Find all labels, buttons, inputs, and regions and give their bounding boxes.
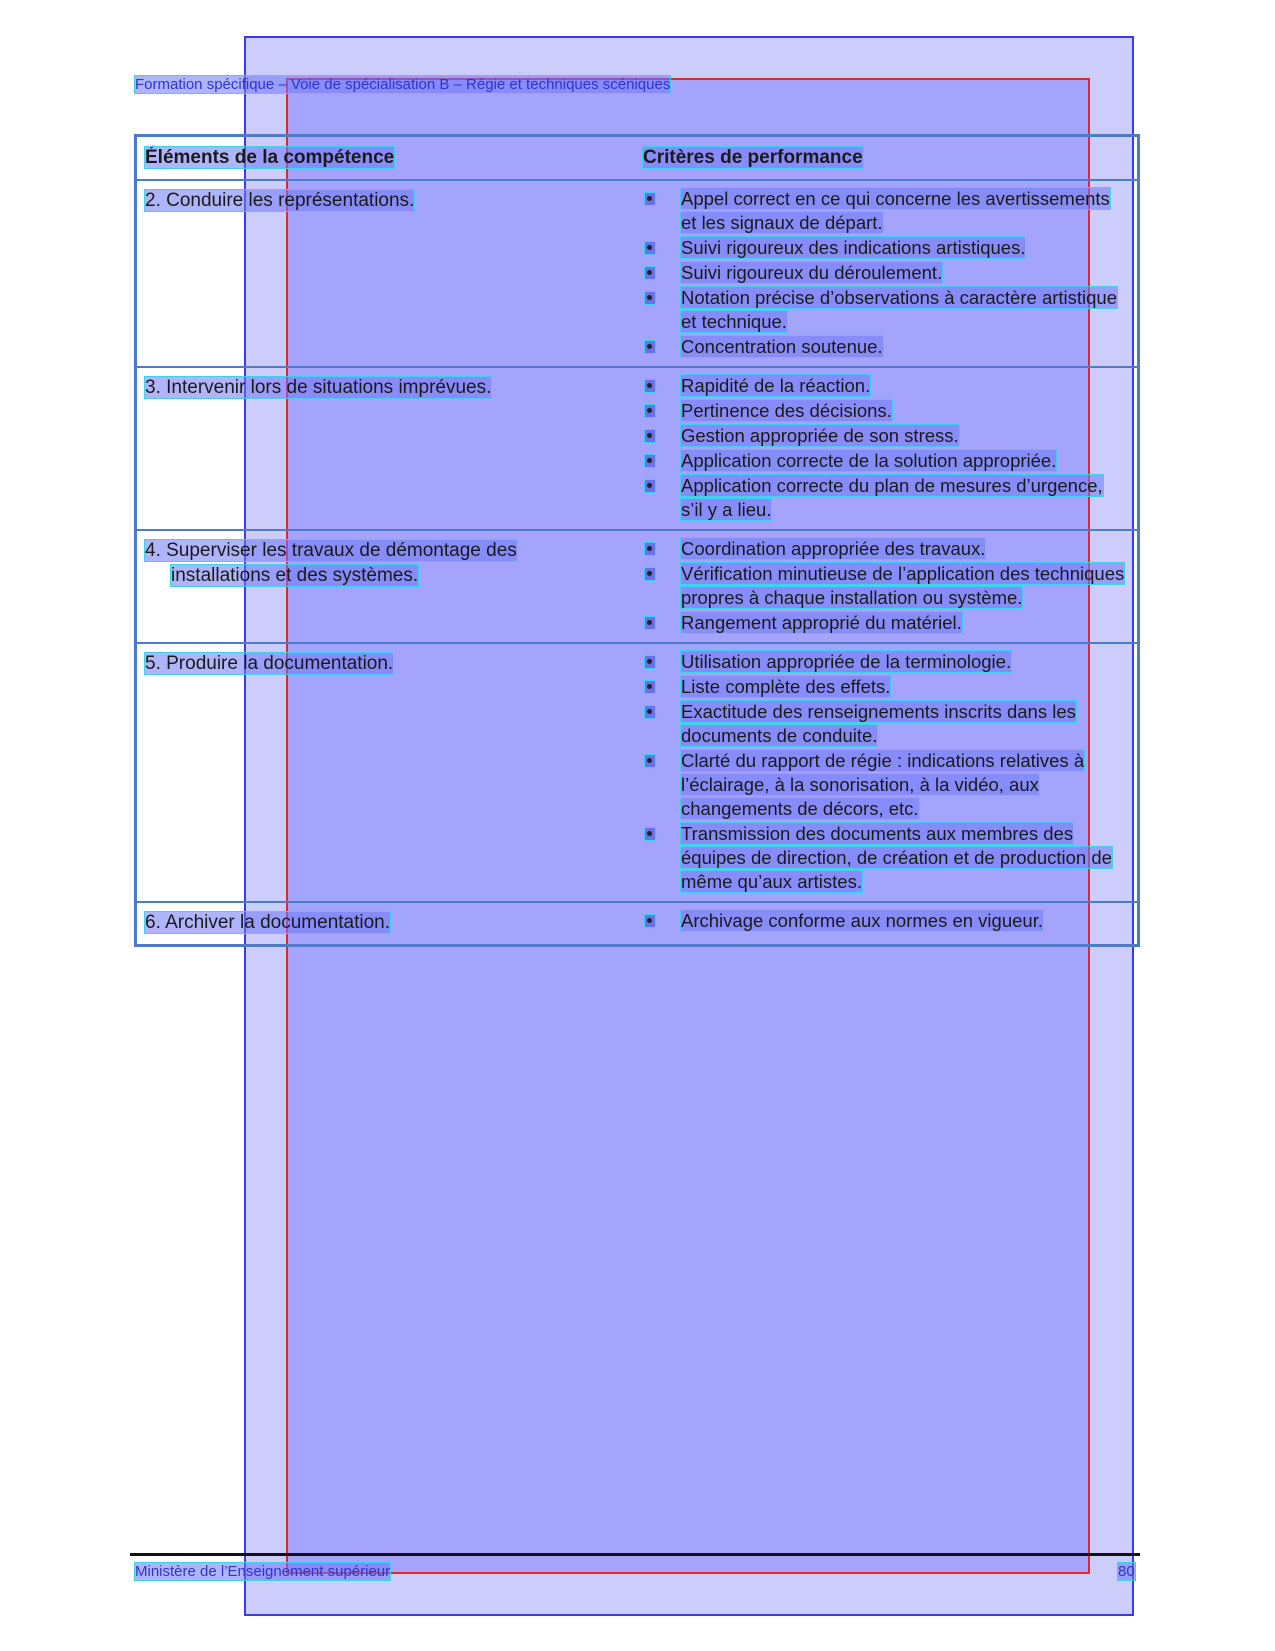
performance-criterion: Concentration soutenue. (681, 336, 883, 357)
list-item (643, 286, 1129, 334)
bullet-icon (645, 242, 655, 254)
performance-criterion: Vérification minutieuse de l’application des techniques propres à chaque installation ou système. (681, 563, 1125, 608)
bullet-icon (645, 380, 655, 392)
table-row (137, 181, 1137, 368)
list-item (643, 236, 1129, 260)
list-item (643, 675, 1129, 699)
list-item (643, 261, 1129, 285)
performance-criterion: Notation précise d’observations à caractère artistique et technique. (681, 287, 1118, 332)
table-row (137, 368, 1137, 531)
bullet-icon (645, 828, 655, 840)
bullet-icon (645, 915, 655, 927)
bullet-icon (645, 430, 655, 442)
list-item (643, 374, 1129, 398)
header-criteria: Critères de performance (643, 147, 863, 168)
bullet-icon (645, 543, 655, 555)
performance-criterion: Clarté du rapport de régie : indications relatives à l’éclairage, à la sonorisation, à la vidéo, aux changements de décors, etc. (681, 750, 1085, 819)
competence-table (134, 134, 1140, 947)
bullet-icon (645, 480, 655, 492)
performance-criterion: Archivage conforme aux normes en vigueur. (681, 910, 1043, 931)
page-number: 80 (1118, 1563, 1135, 1580)
bullet-icon (645, 267, 655, 279)
list-item (643, 822, 1129, 894)
competence-element: 3. Intervenir lors de situations imprévues. (145, 377, 492, 398)
list-item (643, 650, 1129, 674)
list-item (643, 537, 1129, 561)
bullet-icon (645, 455, 655, 467)
list-item (643, 424, 1129, 448)
performance-criterion: Appel correct en ce qui concerne les avertissements et les signaux de départ. (681, 188, 1110, 233)
bullet-icon (645, 405, 655, 417)
list-item (643, 474, 1129, 522)
competence-element: 2. Conduire les représentations. (145, 190, 415, 211)
bullet-icon (645, 681, 655, 693)
competence-element: installations et des systèmes. (171, 565, 419, 586)
footer-rule (130, 1553, 1140, 1556)
bullet-icon (645, 706, 655, 718)
list-item (643, 700, 1129, 748)
bullet-icon (645, 193, 655, 205)
bullet-icon (645, 568, 655, 580)
performance-criterion: Exactitude des renseignements inscrits dans les documents de conduite. (681, 701, 1076, 746)
table-row (137, 903, 1137, 944)
performance-criterion: Liste complète des effets. (681, 676, 891, 697)
performance-criterion: Rapidité de la réaction. (681, 375, 871, 396)
list-item (643, 187, 1129, 235)
performance-criterion: Utilisation appropriée de la terminologie. (681, 651, 1012, 672)
criteria-list (643, 650, 1129, 894)
footer-ministry: Ministère de l’Enseignement supérieur (135, 1563, 391, 1580)
performance-criterion: Coordination appropriée des travaux. (681, 538, 986, 559)
header-elements: Éléments de la compétence (145, 147, 395, 168)
competence-element: 4. Superviser les travaux de démontage des (145, 540, 517, 561)
bullet-icon (645, 656, 655, 668)
criteria-list (643, 537, 1129, 635)
list-item (643, 909, 1129, 933)
performance-criterion: Rangement approprié du matériel. (681, 612, 962, 633)
criteria-list (643, 374, 1129, 522)
bullet-icon (645, 292, 655, 304)
performance-criterion: Suivi rigoureux des indications artistiques. (681, 237, 1026, 258)
bullet-icon (645, 617, 655, 629)
list-item (643, 449, 1129, 473)
bullet-icon (645, 341, 655, 353)
table-header-row (137, 137, 1137, 181)
performance-criterion: Application correcte du plan de mesures d’urgence, s’il y a lieu. (681, 475, 1103, 520)
list-item (643, 611, 1129, 635)
performance-criterion: Suivi rigoureux du déroulement. (681, 262, 943, 283)
list-item (643, 562, 1129, 610)
list-item (643, 399, 1129, 423)
running-head: Formation spécifique – Voie de spécialisation B – Régie et techniques scéniques (135, 76, 671, 93)
performance-criterion: Gestion appropriée de son stress. (681, 425, 959, 446)
criteria-list (643, 187, 1129, 359)
competence-element: 5. Produire la documentation. (145, 653, 394, 674)
table-row (137, 644, 1137, 903)
list-item (643, 749, 1129, 821)
criteria-list (643, 909, 1129, 933)
competence-element: 6. Archiver la documentation. (145, 912, 391, 933)
performance-criterion: Pertinence des décisions. (681, 400, 892, 421)
performance-criterion: Transmission des documents aux membres des équipes de direction, de création et de production de même qu’aux artistes. (681, 823, 1112, 892)
bullet-icon (645, 755, 655, 767)
table-body (137, 181, 1137, 944)
list-item (643, 335, 1129, 359)
performance-criterion: Application correcte de la solution appropriée. (681, 450, 1057, 471)
table-row (137, 531, 1137, 644)
